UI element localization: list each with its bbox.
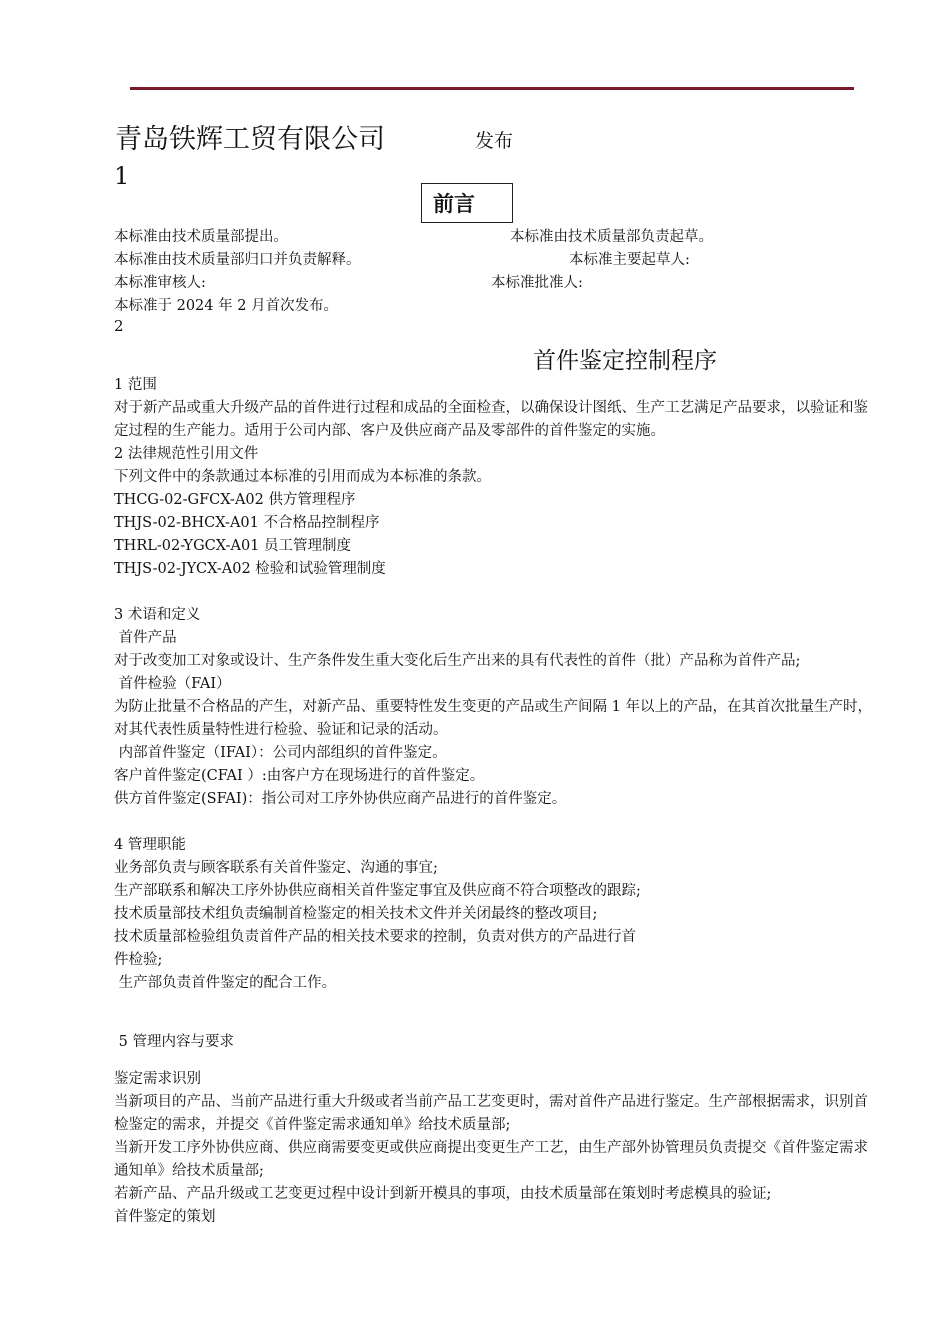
duty-item: 生产部负责首件鉴定的配合工作。: [114, 975, 337, 991]
publish-label: 发布: [475, 130, 514, 152]
preface-title: 前言: [421, 183, 513, 223]
preface-reviewer: 本标准审核人:: [114, 275, 206, 291]
duty-item: 技术质量部检验组负责首件产品的相关技术要求的控制，负责对供方的产品进行首: [114, 929, 636, 945]
company-name: 青岛铁辉工贸有限公司: [115, 124, 385, 155]
need-heading: 鉴定需求识别: [114, 1071, 201, 1087]
page-number-1: 1: [114, 162, 130, 190]
preface-main-drafter: 本标准主要起草人:: [569, 252, 690, 268]
term-first-article-product-def: 对于改变加工对象或设计、生产条件发生重大变化后生产出来的具有代表性的首件（批）产品称为首件产品;: [114, 653, 801, 669]
duty-item: 技术质量部技术组负责编制首检鉴定的相关技术文件并关闭最终的整改项目;: [114, 906, 598, 922]
term-sfai: 供方首件鉴定(SFAI)：指公司对工序外协供应商产品进行的首件鉴定。: [114, 791, 567, 807]
doc-title: 首件鉴定控制程序: [533, 348, 717, 374]
planning-heading: 首件鉴定的策划: [114, 1209, 216, 1225]
scope-heading: 1 范围: [114, 377, 157, 393]
document-body: [114, 374, 874, 1229]
ref-item: THJS-02-JYCX-A02 检验和试验管理制度: [114, 561, 386, 577]
page-number-2: 2: [114, 317, 124, 335]
need-paragraph-2: 当新开发工序外协供应商、供应商需要变更或供应商提出变更生产工艺，由生产部外协管理员负责提交《首件鉴定需求通知单》给技术质量部;: [114, 1140, 868, 1179]
preface-approver: 本标准批准人:: [491, 275, 583, 291]
term-cfai: 客户首件鉴定(CFAI ）:由客户方在现场进行的首件鉴定。: [114, 768, 485, 784]
duty-item: 业务部负责与顾客联系有关首件鉴定、沟通的事宜;: [114, 860, 438, 876]
term-fai-def: 为防止批量不合格品的产生，对新产品、重要特性发生变更的产品或生产间隔 1 年以上的产品，在其首次批量生产时，对其代表性质量特性进行检验、验证和记录的活动。: [114, 699, 872, 738]
refs-intro: 下列文件中的条款通过本标准的引用而成为本标准的条款。: [114, 469, 491, 485]
need-paragraph-1: 当新项目的产品、当前产品进行重大升级或者当前产品工艺变更时，需对首件产品进行鉴定。生产部根据需求，识别首检鉴定的需求，并提交《首件鉴定需求通知单》给技术质量部;: [114, 1094, 868, 1133]
preface-first-release: 本标准于 2024 年 2 月首次发布。: [114, 298, 339, 314]
term-ifai: 内部首件鉴定（IFAI）：公司内部组织的首件鉴定。: [114, 745, 447, 761]
preface-interpretation: 本标准由技术质量部归口并负责解释。: [114, 252, 361, 268]
term-first-article-product: 首件产品: [114, 630, 177, 646]
top-rule: [130, 87, 854, 90]
scope-text: 对于新产品或重大升级产品的首件进行过程和成品的全面检查，以确保设计图纸、生产工艺满足产品要求，以验证和鉴定过程的生产能力。适用于公司内部、客户及供应商产品及零部件的首件鉴定的实施。: [114, 400, 868, 439]
term-fai: 首件检验（FAI）: [114, 676, 231, 692]
duty-item: 件检验;: [114, 952, 163, 968]
ref-item: THCG-02-GFCX-A02 供方管理程序: [114, 492, 356, 508]
mgmt-heading: 5 管理内容与要求: [114, 1034, 234, 1050]
ref-item: THJS-02-BHCX-A01 不合格品控制程序: [114, 515, 380, 531]
need-paragraph-3: 若新产品、产品升级或工艺变更过程中设计到新开模具的事项，由技术质量部在策划时考虑模具的验证;: [114, 1186, 772, 1202]
duties-heading: 4 管理职能: [114, 837, 186, 853]
preface-drafted-by: 本标准由技术质量部负责起草。: [510, 229, 713, 245]
refs-heading: 2 法律规范性引用文件: [114, 446, 259, 462]
ref-item: THRL-02-YGCX-A01 员工管理制度: [114, 538, 352, 554]
preface-proposed-by: 本标准由技术质量部提出。: [114, 229, 288, 245]
terms-heading: 3 术语和定义: [114, 607, 201, 623]
duty-item: 生产部联系和解决工序外协供应商相关首件鉴定事宜及供应商不符合项整改的跟踪;: [114, 883, 641, 899]
